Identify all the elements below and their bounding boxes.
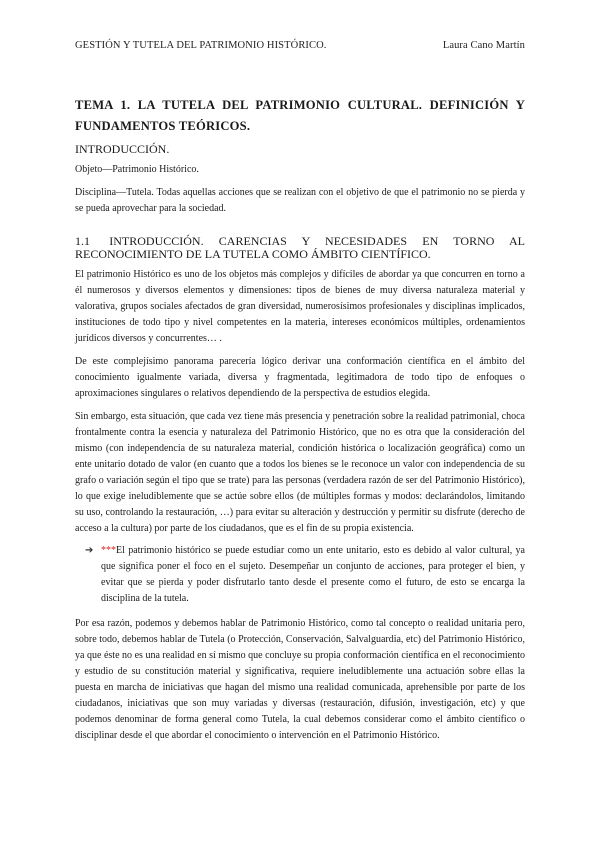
header-course-title: GESTIÓN Y TUTELA DEL PATRIMONIO HISTÓRICO. (75, 40, 327, 51)
section-body (75, 267, 525, 537)
arrow-right-icon: ➔ (85, 545, 94, 556)
final-paragraph: Por esa razón, podemos y debemos hablar de Patrimonio Histórico, como tal concepto o realidad unitaria pero, sobre todo, debemos hablar de Tutela (o Protección, Conservación, Salvalguardia, etc) del Patrimonio Histórico, ya que éste no es una realidad en sí mismo que concluye su propia conformación científica en el reconocimiento y estudio de su constitución material y significativa, requiere ineludiblemente una actuación sobre ellas la puesta en marcha de iniciativas que hagan del mismo una realidad comunicada, aprehensible por parte de los ciudadanos, iniciativas que son muy variadas y diversas (restauración, difusión, investigación, etc) y que podemos denominar de forma general como Tutela, la cual debemos considerar como el ámbito científico o disciplinar desde el que abordar el conocimiento o intervención en el Patrimonio Histórico. (75, 618, 525, 741)
section-heading (75, 235, 525, 261)
bullet-body: El patrimonio histórico se puede estudiar como un ente unitario, esto es debido al valor cultural, ya que significa poner el foco en el sujeto. Desempeñar un conjunto de acciones, para proteger el bien, y evitar que se pierda y poder disfrutarlo tanto desde el presente como el futuro, de esto se encarga la disciplina de la tutela. (101, 545, 525, 604)
disciplina-line: Disciplina—Tutela. Todas aquellas acciones que se realizan con el objetivo de que el patrimonio no se pierda y se pueda aprovechar para la sociedad. (75, 187, 525, 214)
page-header (75, 40, 525, 51)
paragraph: De este complejísimo panorama parecería lógico derivar una conformación científica en el ámbito del conocimiento igualmente variada, diversa y fragmentada, legitimadora de todo tipo de enfoques o aproximaciones singulares o relativos dependiendo de la perspectiva de estudios elegida. (75, 356, 525, 399)
intro-heading: INTRODUCCIÓN. (75, 142, 170, 156)
bullet-note (85, 543, 525, 607)
header-author: Laura Cano Martín (442, 40, 525, 51)
paragraph: Sin embargo, esta situación, que cada vez tiene más presencia y penetración sobre la realidad patrimonial, choca frontalmente contra la esencia y naturaleza del Patrimonio Histórico, que no es otra que la consideración del mismo (con independencia de su naturaleza material, condición histórica o localización geográfica) como un ente unitario dotado de valor (en cuanto que a todos los bienes se le reconoce un valor con independencia de su grafo o variación según el tipo que se trate) para las personas (verdadera razón de ser del Patrimonio Histórico), lo que exige ineludiblemente que se actúe sobre ellos (de múltiples formas y modos: declarándolos, limitando su uso, controlando la restauración, …) para evitar su alteración y destrucción y permitir su disfrute (derecho de acceso a la cultura) por parte de los ciudadanos, que es el fin de su propia existencia. (75, 411, 525, 534)
objeto-line: Objeto—Patrimonio Histórico. (75, 164, 199, 175)
document-title: TEMA 1. LA TUTELA DEL PATRIMONIO CULTURAL. DEFINICIÓN Y FUNDAMENTOS TEÓRICOS. (75, 98, 525, 133)
paragraph: El patrimonio Histórico es uno de los objetos más complejos y difíciles de abordar ya que concurren en torno a él numerosos y diversos elementos y dimensiones: tipos de bienes de muy diversa naturaleza material y valorativa, grupos sociales afectados de gran diversidad, numerosísimos profesionales y disciplinas implicados, instituciones de todo tipo y nivel competentes en la materia, intereses económicos múltiples, ordenamientos jurídicos diversos y concurrentes… . (75, 269, 525, 344)
section-heading-text: INTRODUCCIÓN. CARENCIAS Y NECESIDADES EN TORNO AL RECONOCIMIENTO DE LA TUTELA COMO ÁMBITO CIENTÍFICO. (75, 234, 525, 261)
bullet-text (101, 543, 525, 607)
emphasis-stars: *** (101, 545, 116, 556)
section-number: 1.1 (75, 234, 90, 248)
